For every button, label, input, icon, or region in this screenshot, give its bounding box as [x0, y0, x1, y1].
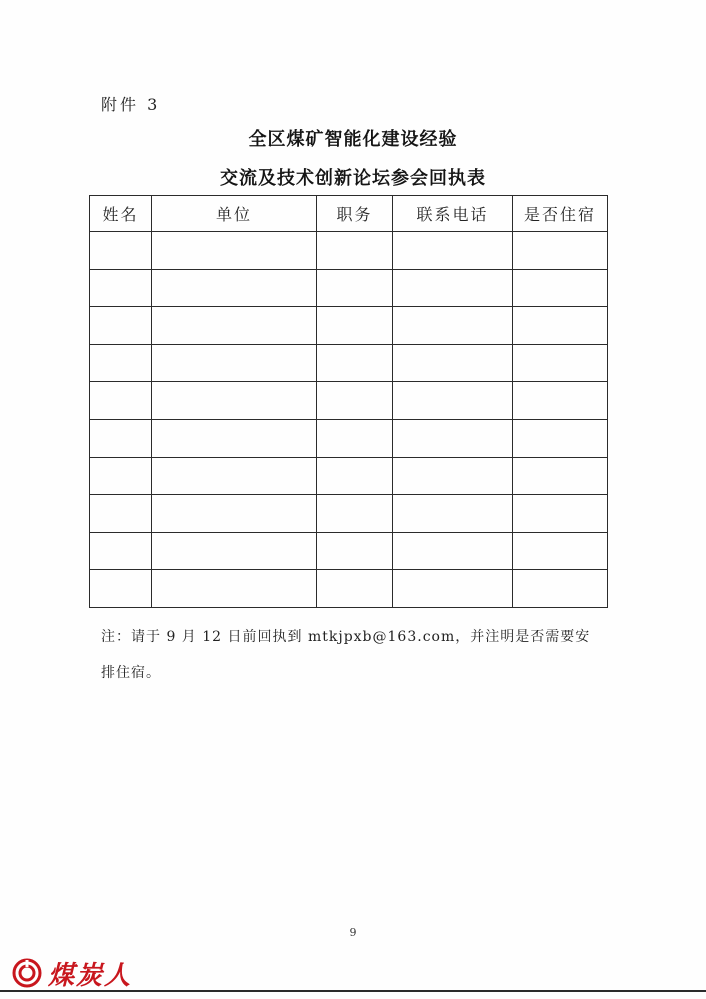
table-cell [90, 419, 152, 457]
table-cell [152, 344, 317, 382]
table-cell [90, 570, 152, 608]
header-phone: 联系电话 [393, 196, 513, 232]
title-line-1: 全区煤矿智能化建设经验 [248, 129, 458, 150]
table-row [90, 307, 608, 345]
table-cell [317, 457, 393, 495]
table-cell [393, 232, 513, 270]
table-row [90, 419, 608, 457]
table-cell [393, 495, 513, 533]
table-cell [513, 382, 608, 420]
table-cell [513, 570, 608, 608]
watermark [12, 955, 132, 991]
title-line-2: 交流及技术创新论坛参会回执表 [220, 168, 486, 189]
note-line-1: 注：请于 9 月 12 日前回执到 mtkjpxb@163.com，并注明是否需要安 [101, 629, 591, 645]
header-unit: 单位 [152, 196, 317, 232]
table-cell [513, 232, 608, 270]
table-cell [90, 269, 152, 307]
table-cell [513, 307, 608, 345]
table-cell [152, 457, 317, 495]
table-cell [317, 344, 393, 382]
header-name: 姓名 [90, 196, 152, 232]
table-cell [317, 269, 393, 307]
table-cell [513, 457, 608, 495]
table-cell [317, 232, 393, 270]
page-number: 9 [349, 926, 357, 939]
table-cell [152, 382, 317, 420]
table-cell [393, 532, 513, 570]
table-header-row [90, 196, 608, 232]
table-cell [393, 382, 513, 420]
watermark-text: 煤炭人 [48, 960, 133, 991]
table-row [90, 344, 608, 382]
table-cell [152, 495, 317, 533]
table-cell [393, 307, 513, 345]
table-cell [152, 570, 317, 608]
table-cell [90, 532, 152, 570]
table-cell [317, 495, 393, 533]
table-cell [152, 307, 317, 345]
table-cell [90, 232, 152, 270]
table-cell [152, 419, 317, 457]
watermark-logo-icon [12, 958, 42, 988]
table-row [90, 269, 608, 307]
table-cell [90, 344, 152, 382]
header-accommodation: 是否住宿 [513, 196, 608, 232]
table-cell [513, 344, 608, 382]
table-cell [152, 532, 317, 570]
table-cell [90, 495, 152, 533]
registration-table [89, 195, 608, 608]
table-cell [317, 532, 393, 570]
table-cell [317, 419, 393, 457]
table-cell [317, 570, 393, 608]
bottom-rule [0, 990, 706, 992]
table-body [90, 232, 608, 608]
table-row [90, 495, 608, 533]
table-cell [90, 457, 152, 495]
table-cell [393, 457, 513, 495]
table-cell [393, 269, 513, 307]
attachment-label: 附件 3 [101, 95, 161, 114]
table-cell [152, 232, 317, 270]
table-cell [317, 307, 393, 345]
note [101, 619, 611, 691]
table-row [90, 532, 608, 570]
table-row [90, 570, 608, 608]
table-row [90, 232, 608, 270]
table-cell [152, 269, 317, 307]
table-cell [90, 382, 152, 420]
table-cell [393, 344, 513, 382]
header-position: 职务 [317, 196, 393, 232]
table-cell [513, 269, 608, 307]
table-cell [90, 307, 152, 345]
table-cell [393, 419, 513, 457]
table-cell [513, 419, 608, 457]
table-cell [317, 382, 393, 420]
table-row [90, 382, 608, 420]
table-cell [513, 495, 608, 533]
table-row [90, 457, 608, 495]
note-line-2: 排住宿。 [101, 665, 161, 681]
table-cell [393, 570, 513, 608]
table-cell [513, 532, 608, 570]
